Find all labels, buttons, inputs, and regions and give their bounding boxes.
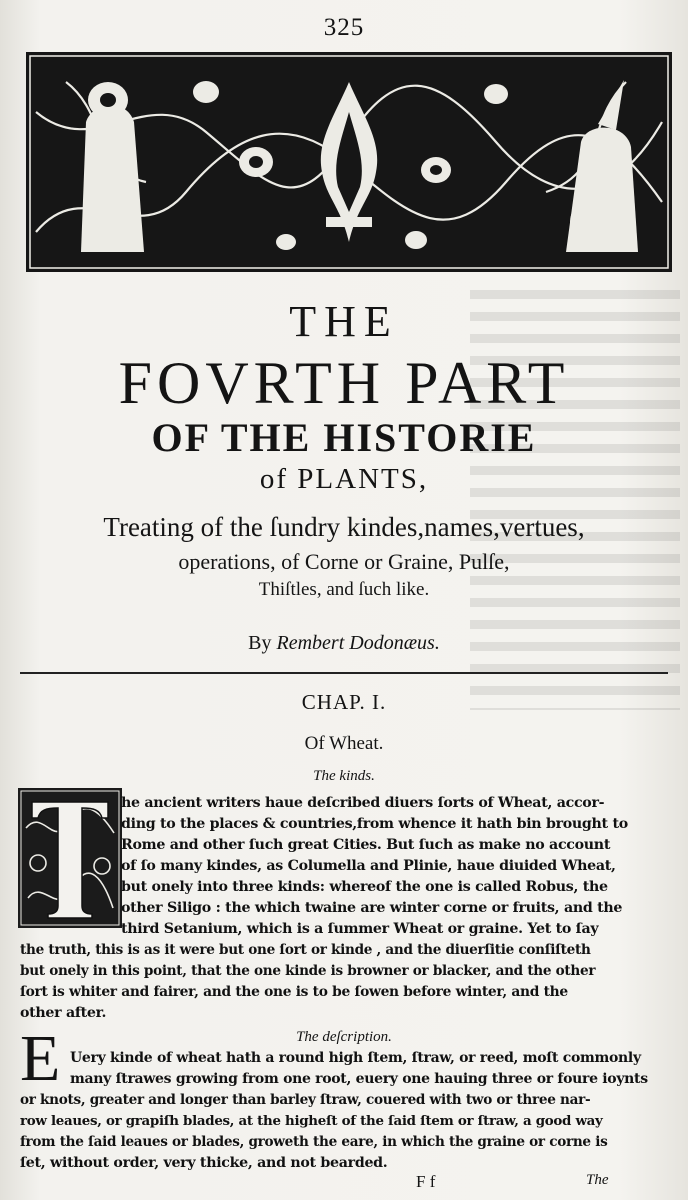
author-line: [0, 632, 688, 655]
description-heading: The deſcription.: [296, 1029, 392, 1045]
author-prefix: By: [248, 632, 272, 654]
description-text-line-5: from the ſaid leaues or blades, groweth the eare, in which the graine or corne is: [20, 1134, 608, 1150]
description-text-line-1: Uery kinde of wheat hath a round high ſtem, ſtraw, or reed, moſt commonly: [70, 1050, 641, 1066]
kinds-text-line-1: he ancient writers haue deſcribed diuers ſorts of Wheat, accor-: [121, 795, 605, 811]
page-number: 325: [323, 14, 365, 41]
kinds-text-line-3: Rome and other ſuch great Cities. But ſuch as make no account: [121, 837, 611, 853]
description-text-line-6: ſet, without order, very thicke, and not bearded.: [20, 1155, 388, 1171]
kinds-text-line-8: the truth, this is as it were but one ſort or kinde , and the diuerſitie conſiſteth: [20, 942, 591, 958]
drop-cap-e: E: [20, 1022, 61, 1095]
kinds-text-line-9: but onely in this point, that the one kinde is browner or blacker, and the other: [20, 963, 596, 979]
author-name: Rembert Dodonæus.: [276, 632, 440, 654]
kinds-text-line-10: ſort is whiter and fairer, and the one is to be ſowen before winter, and the: [20, 984, 568, 1000]
chapter-heading: CHAP. I.: [301, 690, 387, 714]
signature-mark: F f: [416, 1172, 436, 1191]
catchword: The: [586, 1172, 609, 1188]
kinds-text-line-6: other Siligo : the which twaine are winter corne or fruits, and the: [121, 900, 623, 916]
title-line-of-plants: of PLANTS,: [259, 463, 429, 495]
description-text-line-4: row leaues, or grapiſh blades, at the higheſt of the ſaid ſtem or ſtraw, a good way: [20, 1113, 603, 1129]
kinds-text-line-2: ding to the places & countries,from whence it hath bin brought to: [121, 816, 628, 832]
description-text-line-2: many ſtrawes growing from one root, euery one hauing three or foure ioynts: [70, 1071, 648, 1087]
title-line-the: THE: [289, 297, 399, 346]
title-line-of-the-historie: OF THE HISTORIE: [151, 415, 537, 460]
woodcut-headpiece-ornament: [26, 52, 672, 272]
title-line-fourth-part: FOVRTH PART: [118, 350, 570, 416]
kinds-text-line-4: of ſo many kindes, as Columella and Plinie, haue diuided Wheat,: [121, 858, 616, 874]
kinds-text-line-5: but onely into three kinds: whereof the one is called Robus, the: [121, 879, 608, 895]
description-text-line-3: or knots, greater and longer than barley ſtraw, couered with two or three nar-: [20, 1092, 591, 1108]
chapter-subject: Of Wheat.: [304, 733, 384, 754]
horizontal-rule: [20, 672, 668, 674]
kinds-text-line-11: other after.: [20, 1005, 107, 1021]
subtitle-line-2: operations, of Corne or Graine, Pulſe,: [178, 549, 510, 574]
drop-cap-t-ornament: [18, 788, 122, 928]
kinds-text-line-7: third Setanium, which is a ſummer Wheat or graine. Yet to ſay: [121, 921, 599, 937]
kinds-heading: The kinds.: [313, 768, 375, 784]
subtitle-line-1: Treating of the ſundry kindes,names,vertues,: [103, 512, 585, 542]
subtitle-line-3: Thiſtles, and ſuch like.: [258, 579, 430, 600]
